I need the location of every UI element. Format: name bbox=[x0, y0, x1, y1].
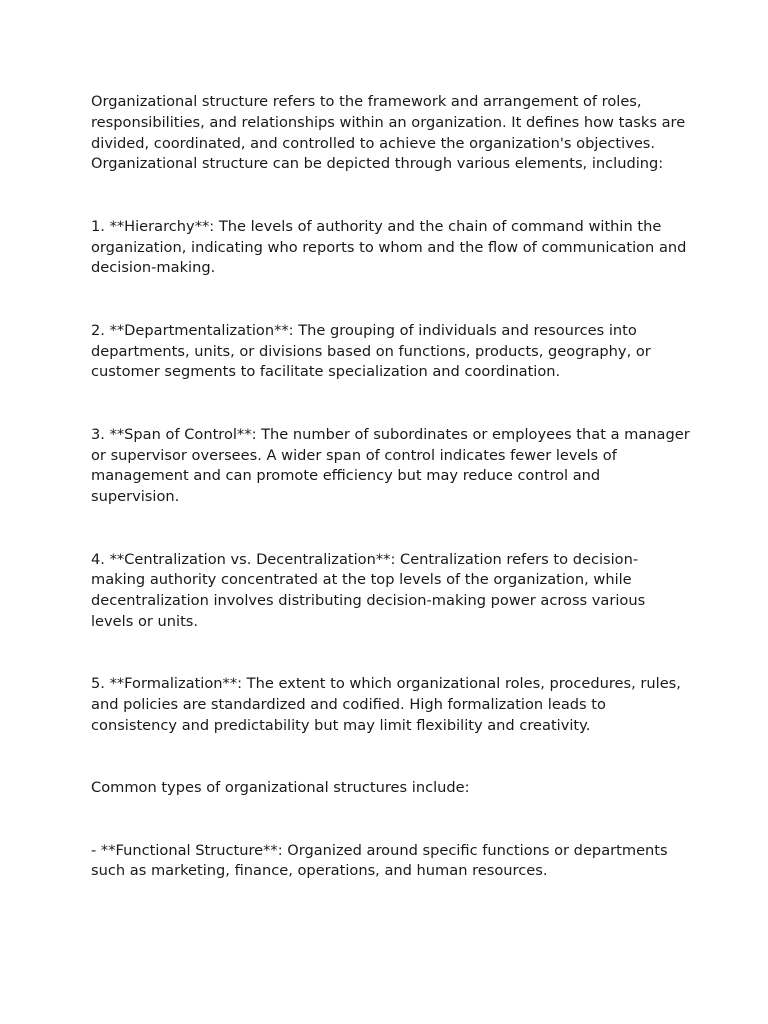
common-types-paragraph: Common types of organizational structures include: bbox=[91, 779, 470, 797]
departmentalization-paragraph: 2. **Departmentalization**: The grouping of individuals and resources into departments, units, or divisions based on functions, products, geography, or customer segments to facilitate specialization and coordination. bbox=[91, 321, 651, 381]
document-body bbox=[91, 92, 691, 882]
hierarchy-paragraph: 1. **Hierarchy**: The levels of authority and the chain of command within the organization, indicating who reports to whom and the flow of communication and decision-making. bbox=[91, 217, 687, 277]
formalization-paragraph: 5. **Formalization**: The extent to which organizational roles, procedures, rules, and policies are standardized and codified. High formalization leads to consistency and predictability but may limit flexibility and creativity. bbox=[91, 675, 681, 734]
intro-paragraph: Organizational structure refers to the framework and arrangement of roles, responsibilities, and relationships within an organization. It defines how tasks are divided, coordinated, and controlled to achieve the organization's objectives. Organizational structure can be depicted through various elements, including: bbox=[91, 93, 686, 173]
functional-structure-paragraph: - **Functional Structure**: Organized around specific functions or departments such as marketing, finance, operations, and human resources. bbox=[91, 841, 668, 880]
span-of-control-paragraph: 3. **Span of Control**: The number of subordinates or employees that a manager or supervisor oversees. A wider span of control indicates fewer levels of management and can promote efficiency but may reduce control and supervision. bbox=[91, 425, 690, 506]
centralization-paragraph: 4. **Centralization vs. Decentralization**: Centralization refers to decision-making authority concentrated at the top levels of the organization, while decentralization involves distributing decision-making power across various levels or units. bbox=[91, 550, 646, 630]
